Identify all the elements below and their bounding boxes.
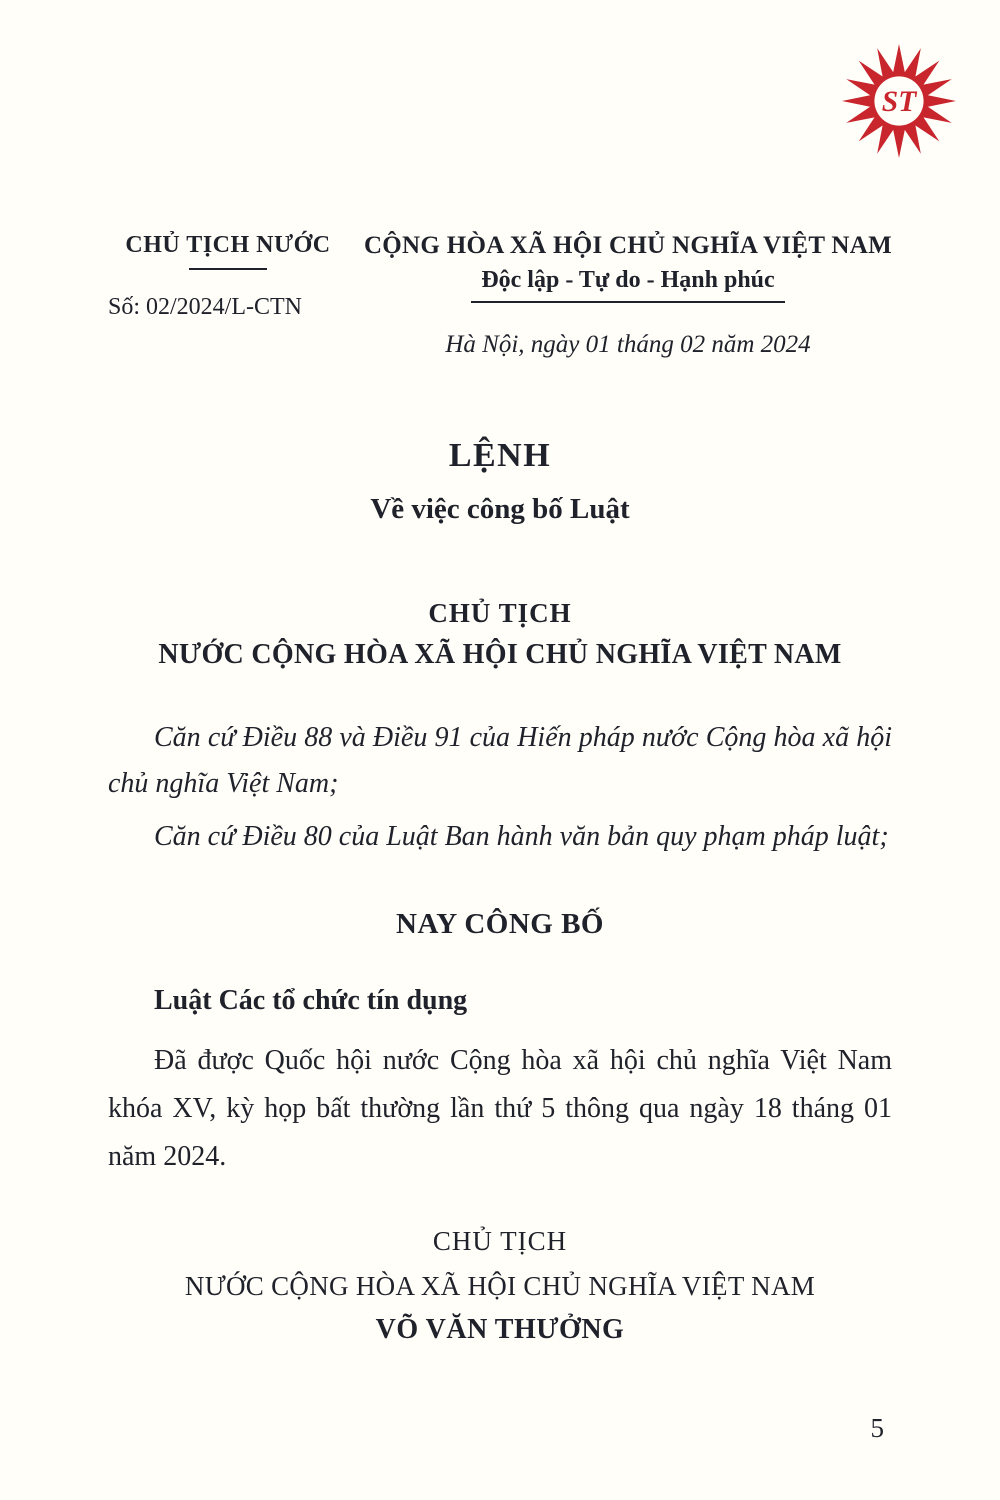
document-title: LỆNH <box>448 437 552 474</box>
signer-title-line1: CHỦ TỊCH <box>432 1226 568 1257</box>
signature-block <box>108 1226 892 1346</box>
title-block <box>108 437 892 526</box>
document-number: Số: 02/2024/L-CTN <box>108 294 303 320</box>
page-number: 5 <box>870 1413 884 1443</box>
divider-line <box>189 268 267 270</box>
logo-monogram: ST <box>881 85 917 118</box>
publisher-star-icon <box>840 42 958 160</box>
publisher-logo <box>840 42 958 160</box>
law-title: Luật Các tổ chức tín dụng <box>154 985 468 1017</box>
national-header-block <box>348 232 908 359</box>
document-header <box>108 232 892 359</box>
national-motto: Độc lập - Tự do - Hạnh phúc <box>471 262 784 303</box>
signer-name: VÕ VĂN THƯỞNG <box>375 1314 625 1346</box>
place-date-line: Hà Nội, ngày 01 tháng 02 năm 2024 <box>445 331 811 358</box>
issuing-authority-block <box>108 232 348 321</box>
issuer-title: CHỦ TỊCH <box>428 598 572 628</box>
country-name: CỘNG HÒA XÃ HỘI CHỦ NGHĨA VIỆT NAM <box>363 232 893 259</box>
body-paragraph: Đã được Quốc hội nước Cộng hòa xã hội chủ nghĩa Việt Nam khóa XV, kỳ họp bất thường lần thứ 5 thông qua ngày 18 tháng 01 năm 2024. <box>108 1045 892 1172</box>
preamble-paragraph: Căn cứ Điều 88 và Điều 91 của Hiến pháp nước Cộng hòa xã hội chủ nghĩa Việt Nam; <box>108 722 892 800</box>
announce-heading: NAY CÔNG BỐ <box>396 908 604 941</box>
issuer-country: NƯỚC CỘNG HÒA XÃ HỘI CHỦ NGHĨA VIỆT NAM <box>158 639 842 670</box>
issuer-block <box>108 598 892 671</box>
document-subtitle: Về việc công bố Luật <box>370 493 630 525</box>
signer-title-line2: NƯỚC CỘNG HÒA XÃ HỘI CHỦ NGHĨA VIỆT NAM <box>184 1271 816 1302</box>
issuing-authority: CHỦ TỊCH NƯỚC <box>125 232 331 258</box>
preamble-paragraph: Căn cứ Điều 80 của Luật Ban hành văn bản quy phạm pháp luật; <box>154 820 889 852</box>
